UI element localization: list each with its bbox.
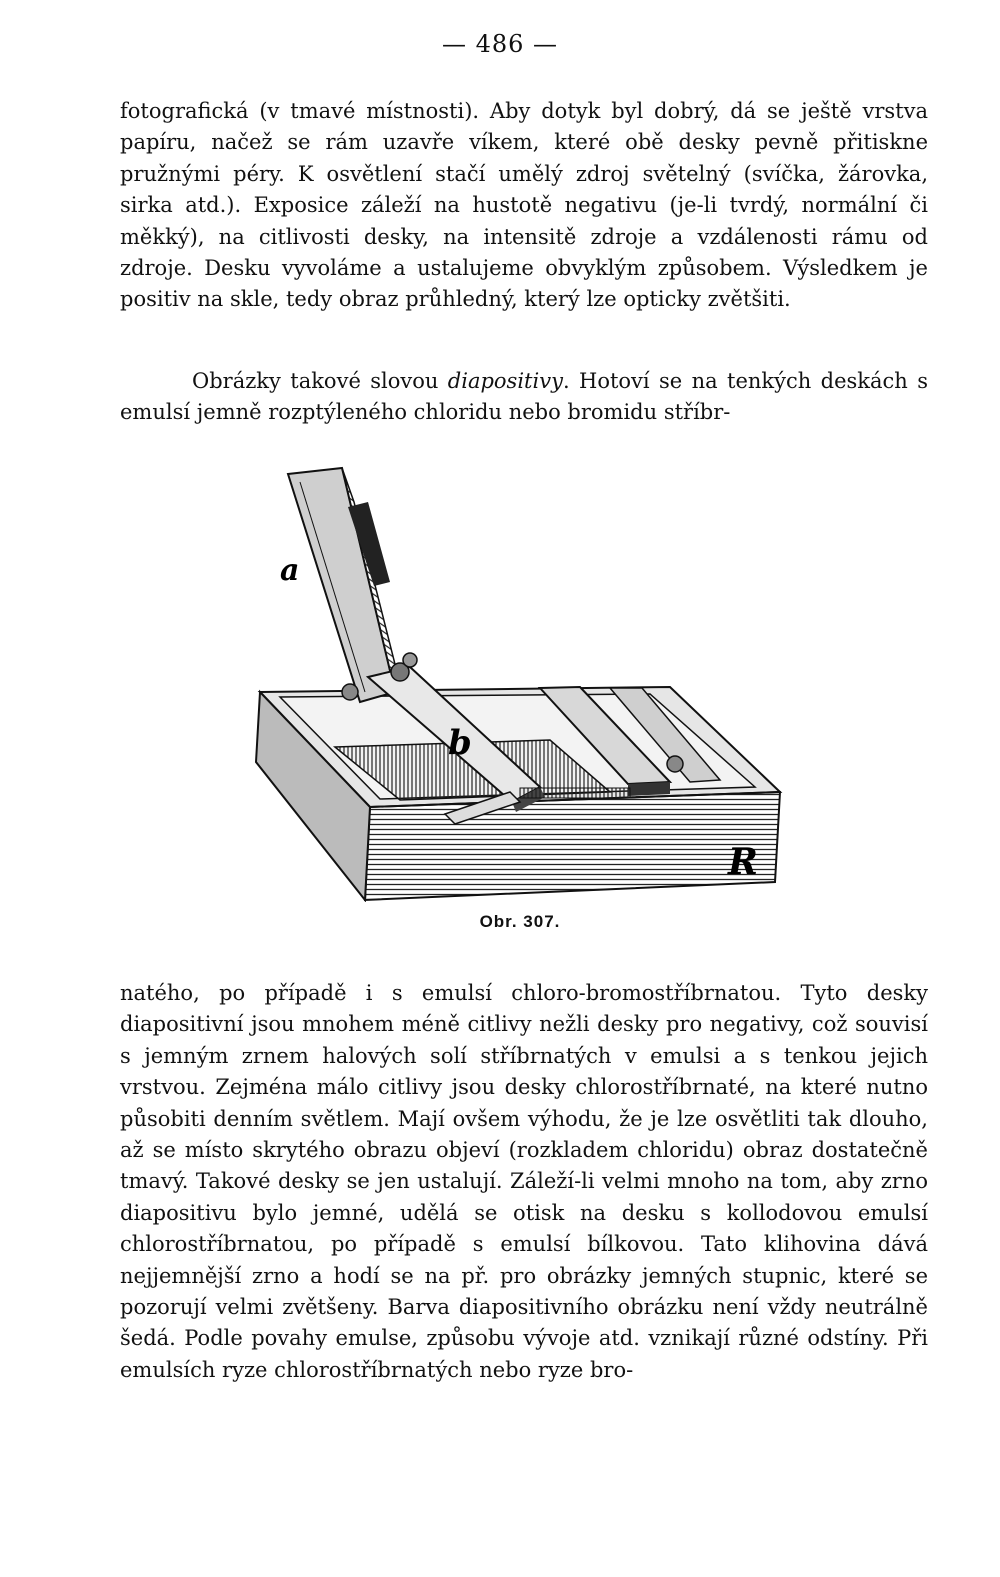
paragraph-1: fotografická (v tmavé místnosti). Aby dotyk byl dobrý, dá se ještě vrstva papíru, načež se rám uzavře víkem, které obě desky pevně přitiskne pružnými péry. K osvětlení stačí umělý zdroj světelný (svíčka, žárovka, sirka atd.). Exposice záleží na hustotě negativu (je-li tvrdý, normální či měkký), na citlivosti desky, na intensitě zdroje a vzdálenosti rámu od zdroje. Desku vyvoláme a ustalujeme obvyklým způsobem. Výsledkem je positiv na skle, tedy obraz průhledný, který lze opticky zvětšiti. [120,99,928,312]
figure-caption: Obr. 307. [479,912,561,931]
paragraph-3: natého, po případě i s emulsí chloro-bromostříbrnatou. Tyto desky diapositivní jsou mnohem méně citlivy nežli desky pro negativy, což souvisí s jemným zrnem halových solí stříbrnatých v emulsi a s tenkou jejich vrstvou. Zejména málo citlivy jsou desky chlorostříbrnaté, na které nutno působiti denním světlem. Mají ovšem výhodu, že je lze osvětliti tak dlouho, až se místo skrytého obrazu objeví (rozkladem chloridu) obraz dostatečně tmavý. Takové desky se jen ustalují. Záleží-li velmi mnoho na tom, aby zrno diapositivu bylo jemné, udělá se otisk na desku s kollodovou emulsí chlorostříbrnatou, po případě s emulsí bílkovou. Tato klihovina dává nejjemnější zrno a hodí se na př. pro obrázky jemných stupnic, které se pozorují velmi zvětšeny. Barva diapositivního obrázku není vždy neutrálně šedá. Podle povahy emulse, způsobu vývoje atd. vznikají různé odstíny. Při emulsích ryze chlorostříbrnatých nebo ryze bro- [120,981,928,1382]
figure-printing-frame [250,462,790,902]
paragraph-2-text-start: Obrázky takové slovou [192,369,448,393]
term-diapositivy: diapositivy [447,369,563,393]
figure-label-a: a [280,553,300,588]
paragraph-2 [120,366,928,429]
paragraph-2-text-end: . Hotoví se na tenkých deskách s emulsí jemně rozptýleného chloridu nebo bromidu stříbr- [120,369,928,425]
page-number: — 486 — [441,30,559,58]
figure-label-r: R [728,841,758,883]
printing-frame-engraving [250,462,790,902]
hinged-lid-arm [288,468,400,702]
figure-label-b: b [448,723,472,763]
